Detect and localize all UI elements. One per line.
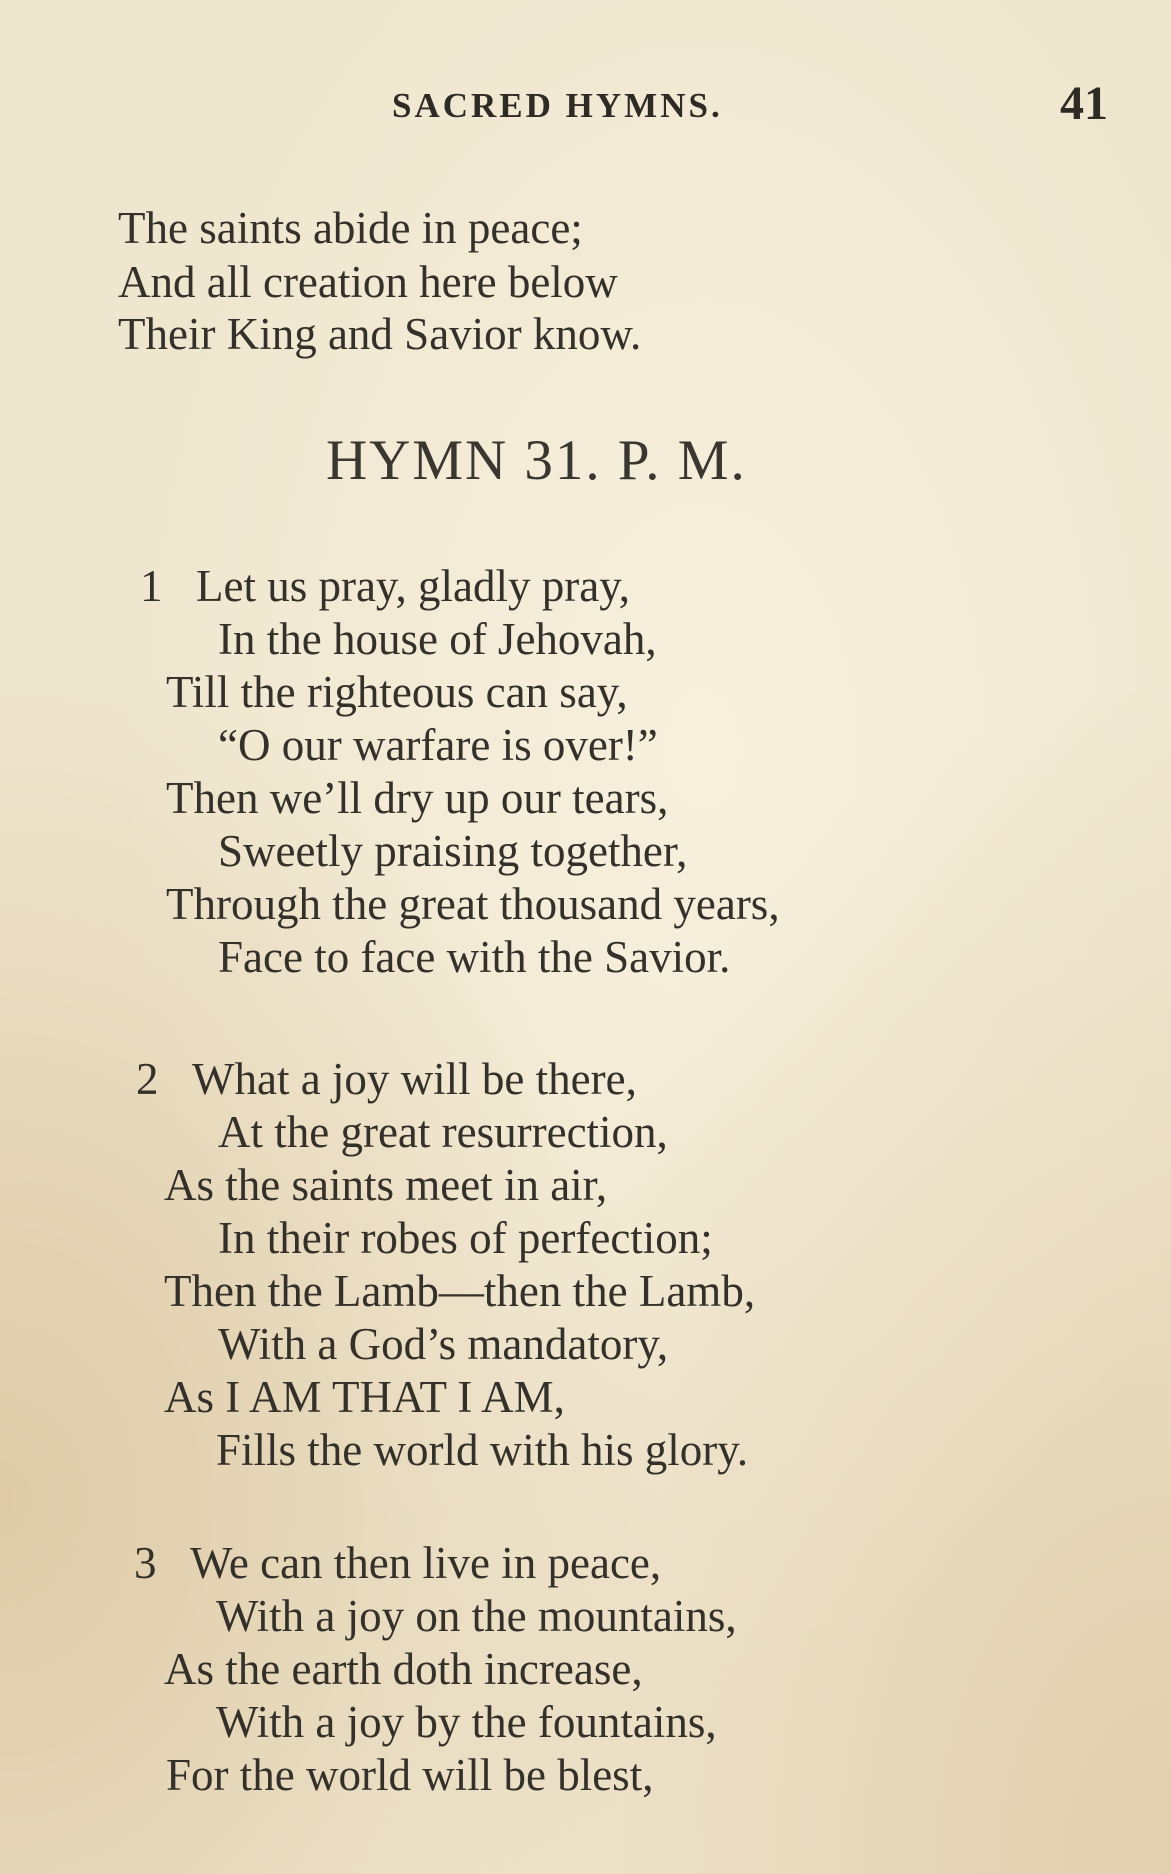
verse-line: We can then live in peace,: [190, 1538, 662, 1588]
verse-line: In their robes of perfection;: [218, 1213, 713, 1263]
hymn-title: HYMN 31. P. M.: [326, 429, 747, 492]
carryover-line: The saints abide in peace;: [118, 203, 583, 253]
running-head: SACRED HYMNS.: [392, 86, 723, 125]
verse-line: Face to face with the Savior.: [218, 932, 731, 982]
carryover-line: Their King and Savior know.: [118, 309, 642, 359]
verse-line: What a joy will be there,: [192, 1054, 637, 1104]
verse-number: 3: [134, 1538, 157, 1588]
verse-number: 2: [136, 1054, 159, 1104]
verse-line: Fills the world with his glory.: [216, 1425, 749, 1475]
verse-line: Till the righteous can say,: [166, 667, 628, 717]
verse-line: At the great resurrection,: [218, 1107, 668, 1157]
verse-line: Sweetly praising together,: [218, 826, 688, 876]
carryover-line: And all creation here below: [118, 257, 618, 307]
verse-line: With a God’s mandatory,: [218, 1319, 669, 1369]
verse-line: With a joy on the mountains,: [216, 1591, 737, 1641]
verse-line: As the saints meet in air,: [164, 1160, 608, 1210]
verse-line: In the house of Jehovah,: [218, 614, 657, 664]
page-number: 41: [1060, 77, 1108, 130]
verse-line: As I AM THAT I AM,: [164, 1372, 565, 1422]
verse-line: Then we’ll dry up our tears,: [166, 773, 669, 823]
verse-line: Through the great thousand years,: [166, 879, 780, 929]
verse-line: Let us pray, gladly pray,: [196, 561, 631, 611]
verse-line: “O our warfare is over!”: [218, 720, 658, 770]
verse-number: 1: [140, 561, 163, 611]
verse-line: Then the Lamb—then the Lamb,: [164, 1266, 756, 1316]
verse-line: With a joy by the fountains,: [216, 1697, 717, 1747]
verse-line: As the earth doth increase,: [164, 1644, 643, 1694]
verse-line: For the world will be blest,: [166, 1750, 654, 1800]
